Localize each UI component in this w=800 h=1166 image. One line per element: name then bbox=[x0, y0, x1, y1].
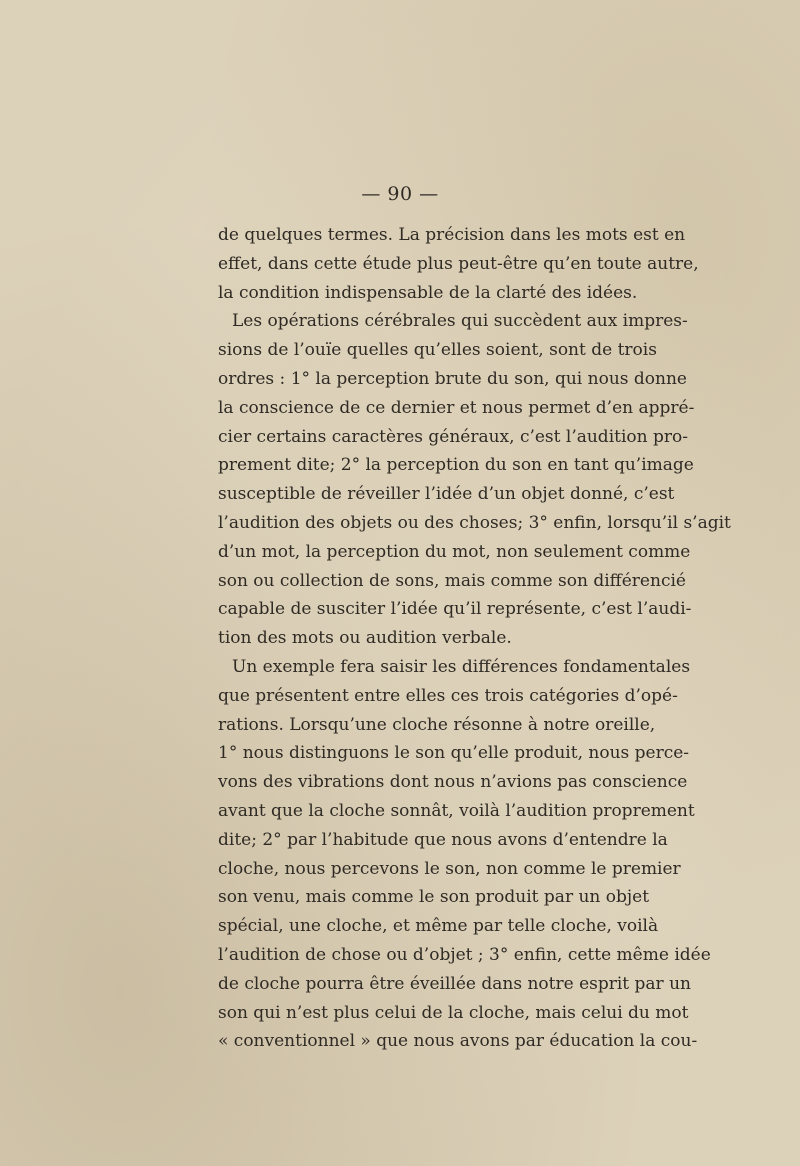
text-line: cloche, nous percevons le son, non comme le premier bbox=[218, 858, 681, 879]
text-line: spécial, une cloche, et même par telle cloche, voilà bbox=[218, 916, 659, 937]
text-line: son ou collection de sons, mais comme son différencié bbox=[218, 570, 686, 591]
text-line: cier certains caractères généraux, c’est l’audition pro- bbox=[218, 426, 688, 447]
text-line: « conventionnel » que nous avons par éducation la cou- bbox=[218, 1031, 698, 1052]
text-line: prement dite; 2° la perception du son en tant qu’image bbox=[218, 455, 694, 476]
text-line: la conscience de ce dernier et nous permet d’en appré- bbox=[218, 397, 695, 418]
text-line: d’un mot, la perception du mot, non seulement comme bbox=[218, 541, 691, 562]
body-text bbox=[218, 221, 731, 1056]
text-line: capable de susciter l’idée qu’il représente, c’est l’audi- bbox=[218, 599, 692, 620]
text-line: que présentent entre elles ces trois catégories d’opé- bbox=[218, 685, 678, 706]
text-line: vons des vibrations dont nous n’avions pas conscience bbox=[218, 772, 688, 793]
text-line: de cloche pourra être éveillée dans notre esprit par un bbox=[218, 973, 691, 994]
text-line: effet, dans cette étude plus peut-être qu’en toute autre, bbox=[218, 253, 699, 274]
text-line: la condition indispensable de la clarté des idées. bbox=[218, 282, 638, 303]
text-line: sions de l’ouïe quelles qu’elles soient, sont de trois bbox=[218, 340, 657, 361]
text-line: son venu, mais comme le son produit par un objet bbox=[218, 887, 650, 908]
text-line: son qui n’est plus celui de la cloche, mais celui du mot bbox=[218, 1002, 689, 1023]
text-line: ordres : 1° la perception brute du son, qui nous donne bbox=[218, 368, 687, 389]
text-line: Les opérations cérébrales qui succèdent aux impres- bbox=[232, 311, 688, 332]
text-line: Un exemple fera saisir les différences fondamentales bbox=[232, 656, 691, 677]
text-line: susceptible de réveiller l’idée d’un objet donné, c’est bbox=[218, 484, 675, 505]
text-line: rations. Lorsqu’une cloche résonne à notre oreille, bbox=[218, 714, 656, 735]
text-line: avant que la cloche sonnât, voilà l’audition proprement bbox=[218, 800, 695, 821]
text-line: l’audition des objets ou des choses; 3° enfin, lorsqu’il s’agit bbox=[218, 512, 731, 533]
text-line: de quelques termes. La précision dans les mots est en bbox=[218, 225, 686, 245]
text-line: l’audition de chose ou d’objet ; 3° enfin, cette même idée bbox=[218, 944, 711, 965]
page-number: — 90 — bbox=[361, 183, 439, 205]
text-line: tion des mots ou audition verbale. bbox=[218, 628, 512, 649]
text-line: 1° nous distinguons le son qu’elle produit, nous perce- bbox=[218, 743, 690, 764]
text-line: dite; 2° par l’habitude que nous avons d’entendre la bbox=[218, 829, 668, 850]
